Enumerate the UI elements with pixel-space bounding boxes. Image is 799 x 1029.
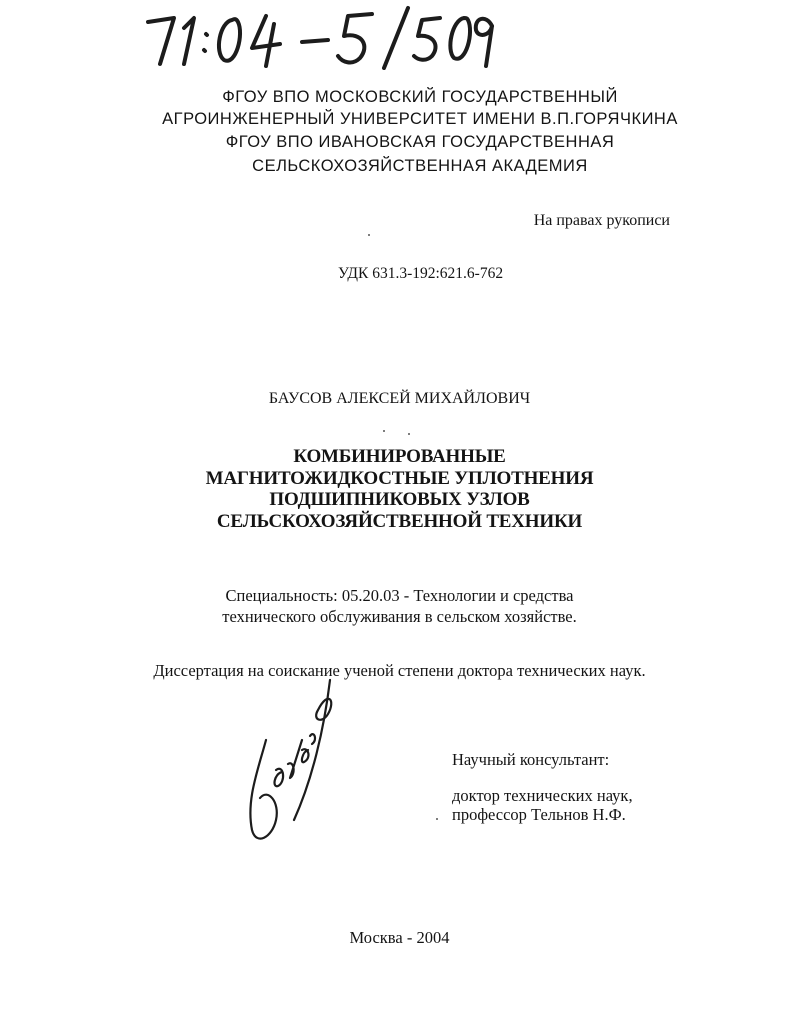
title-line: СЕЛЬСКОХОЗЯЙСТВЕННОЙ ТЕХНИКИ xyxy=(216,510,583,532)
specialty-block xyxy=(0,585,799,627)
rights-notice: На правах рукописи xyxy=(533,212,670,229)
specialty-line: технического обслуживания в сельском хозяйстве. xyxy=(222,607,577,626)
author-name: БАУСОВ АЛЕКСЕЙ МИХАЙЛОВИЧ xyxy=(268,390,531,407)
speck xyxy=(436,818,438,820)
author-signature xyxy=(232,670,352,850)
organization-line: ФГОУ ВПО ИВАНОВСКАЯ ГОСУДАРСТВЕННАЯ xyxy=(225,133,615,151)
specialty-line: Специальность: 05.20.03 - Технологии и средства xyxy=(225,586,574,605)
title-line: ПОДШИПНИКОВЫХ УЗЛОВ xyxy=(269,489,530,510)
title-line: МАГНИТОЖИДКОСТНЫЕ УПЛОТНЕНИЯ xyxy=(205,467,594,489)
organization-block-2 xyxy=(180,130,660,178)
organization-line: АГРОИНЖЕНЕРНЫЙ УНИВЕРСИТЕТ ИМЕНИ В.П.ГОРЯЧКИНА xyxy=(162,110,678,128)
city-year: Москва - 2004 xyxy=(349,928,450,947)
handwritten-archive-number xyxy=(140,4,500,70)
speck xyxy=(408,433,410,435)
consultant-label: Научный консультант: xyxy=(452,750,610,769)
consultant-degree: доктор технических наук, xyxy=(452,786,633,805)
organization-line: СЕЛЬСКОХОЗЯЙСТВЕННАЯ АКАДЕМИЯ xyxy=(252,157,588,175)
organization-line: ФГОУ ВПО МОСКОВСКИЙ ГОСУДАРСТВЕННЫЙ xyxy=(222,88,618,106)
dissertation-title xyxy=(0,446,799,532)
organization-block-1 xyxy=(150,86,690,130)
title-line: КОМБИНИРОВАННЫЕ xyxy=(293,446,506,467)
speck xyxy=(368,234,370,236)
udk-code: УДК 631.3-192:621.6-762 xyxy=(338,265,504,282)
speck xyxy=(383,430,385,432)
consultant-block xyxy=(452,786,633,824)
consultant-name: профессор Тельнов Н.Ф. xyxy=(452,805,626,824)
dissertation-degree-statement: Диссертация на соискание ученой степени доктора технических наук. xyxy=(153,661,646,680)
